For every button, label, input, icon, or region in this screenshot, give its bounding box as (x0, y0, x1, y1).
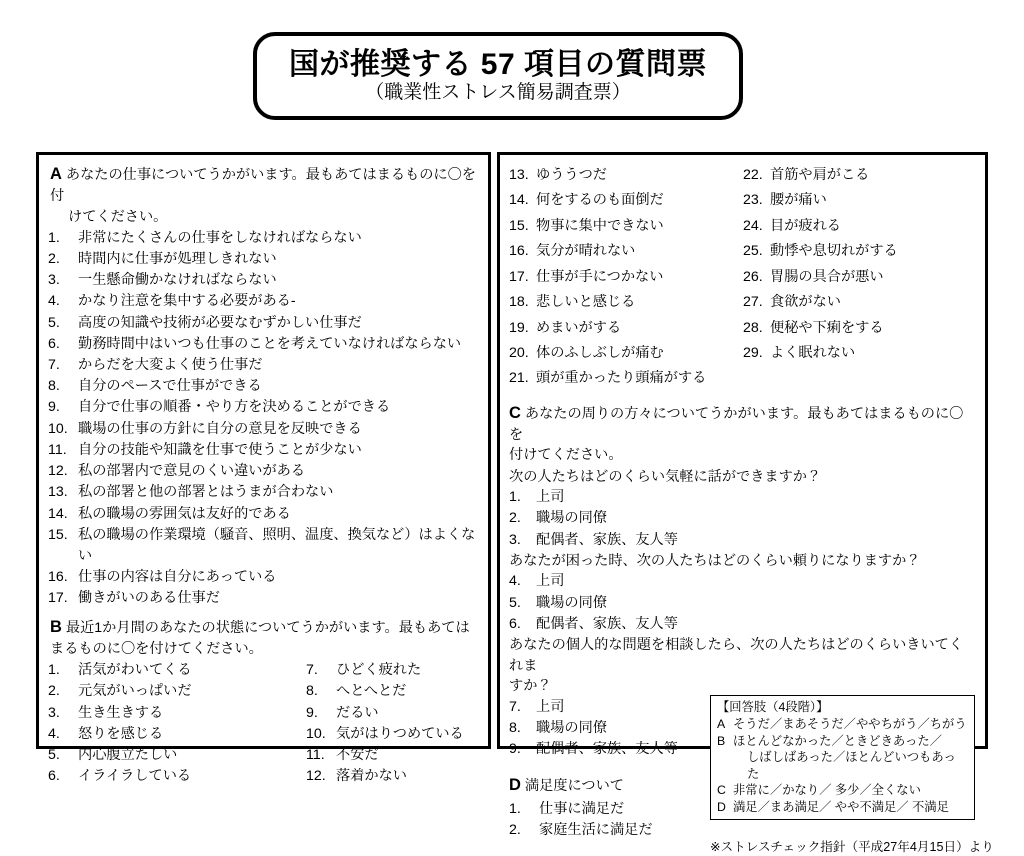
item-text: 勤務時間中はいつも仕事のことを考えていなければならない (78, 335, 462, 352)
list-item[interactable] (509, 239, 737, 264)
list-item[interactable] (509, 820, 976, 841)
list-item[interactable] (48, 440, 479, 461)
item-text: 首筋や肩がこる (770, 167, 870, 183)
section-a-heading-line1: あなたの仕事についてうかがいます。最もあてはまるものに〇を付 (50, 167, 476, 205)
item-text: 私の職場の雰囲気は友好的である (78, 505, 291, 522)
item-number: 11. (48, 441, 67, 458)
item-text: 生き生きする (78, 704, 164, 721)
list-item[interactable] (743, 341, 976, 366)
item-number: 7. (509, 698, 521, 715)
item-text: イライラしている (78, 768, 192, 785)
section-b-column-3 (509, 163, 737, 392)
list-item[interactable] (48, 419, 479, 440)
list-item[interactable] (48, 588, 479, 609)
list-item[interactable] (743, 290, 976, 315)
item-number: 7. (306, 662, 318, 679)
item-number: 14. (48, 505, 68, 522)
section-b-continued-columns (509, 163, 976, 392)
list-item[interactable] (509, 508, 976, 529)
item-text: だるい (336, 704, 379, 721)
list-item[interactable] (48, 745, 300, 766)
item-number: 7. (48, 357, 60, 374)
item-text: 悲しいと感じる (536, 294, 636, 311)
item-number: 10. (48, 420, 68, 437)
item-text: 気分が晴れない (536, 243, 636, 260)
list-item[interactable] (48, 313, 479, 334)
list-item[interactable] (509, 265, 737, 290)
item-number: 26. (743, 268, 763, 285)
item-text: 職場の同僚 (536, 594, 607, 611)
section-a-letter: A (50, 165, 62, 183)
item-text: 気がはりつめている (336, 725, 464, 742)
legend-row-c (717, 782, 968, 799)
list-item[interactable] (306, 766, 479, 787)
item-text: かなり注意を集中する必要がある- (78, 293, 296, 310)
list-item[interactable] (306, 660, 479, 681)
list-item[interactable] (509, 593, 976, 614)
list-item[interactable] (48, 376, 479, 397)
section-c-heading-line2: 付けてください。 (509, 447, 623, 464)
list-item[interactable] (48, 355, 479, 376)
item-text: 怒りを感じる (78, 725, 164, 742)
item-number: 1. (48, 229, 60, 246)
item-number: 20. (509, 344, 529, 361)
legend-row-a (717, 716, 968, 733)
item-text: 上司 (536, 573, 565, 590)
section-c-heading (509, 402, 976, 466)
item-number: 24. (743, 217, 763, 234)
item-number: 13. (48, 484, 68, 501)
section-c-item-list-1 (509, 487, 976, 551)
item-text: 物事に集中できない (536, 217, 664, 234)
item-text: 上司 (536, 698, 565, 715)
item-number: 5. (48, 314, 60, 331)
list-item[interactable] (509, 214, 737, 239)
list-item[interactable] (48, 567, 479, 588)
list-item[interactable] (743, 265, 976, 290)
item-number: 25. (743, 243, 763, 260)
item-text: 職場の仕事の方針に自分の意見を反映できる (78, 420, 362, 437)
item-number: 3. (48, 704, 60, 721)
section-b-column-1 (48, 660, 300, 787)
section-a-heading-line2: けてください。 (68, 208, 168, 225)
item-text: めまいがする (536, 319, 622, 336)
item-number: 12. (48, 463, 68, 480)
legend-row-b-continuation: しばしばあった／ほとんどいつもあった (747, 750, 956, 781)
section-c-subquestion-3-line1: あなたの個人的な問題を相談したら、次の人たちはどのくらいきいてくれま (509, 637, 964, 674)
answer-options-legend (710, 695, 975, 820)
item-number: 17. (48, 590, 68, 607)
item-text: 一生懸命働かなければならない (78, 272, 277, 289)
item-text: 働きがいのある仕事だ (78, 590, 220, 607)
item-text: 頭が重かったり頭痛がする (536, 370, 707, 387)
list-item[interactable] (509, 163, 737, 188)
source-footnote: ※ストレスチェック指針（平成27年4月15日）より (710, 840, 994, 855)
item-number: 22. (743, 167, 763, 183)
section-b-item-list-2 (306, 660, 479, 787)
item-number: 9. (48, 399, 60, 416)
item-number: 16. (48, 569, 68, 586)
item-text: 配偶者、家族、友人等 (536, 741, 678, 758)
item-text: 私の部署内で意見のくい違いがある (78, 463, 306, 480)
item-number: 3. (48, 272, 60, 289)
list-item[interactable] (509, 487, 976, 508)
item-text: 職場の同僚 (536, 720, 607, 737)
list-item[interactable] (48, 270, 479, 291)
item-number: 5. (509, 594, 521, 611)
item-text: 私の職場の作業環境（騒音、照明、温度、換気など）はよくない (78, 526, 476, 565)
list-item[interactable] (509, 341, 737, 366)
item-text: 自分のペースで仕事ができる (78, 378, 262, 395)
item-number: 6. (48, 768, 60, 785)
item-text: 食欲がない (770, 294, 841, 311)
item-text: 腰が痛い (770, 192, 827, 209)
item-number: 5. (48, 747, 60, 764)
legend-key: D (717, 799, 726, 814)
item-text: 私の部署と他の部署とはうまが合わない (78, 484, 334, 501)
item-number: 15. (509, 217, 529, 234)
list-item[interactable] (48, 461, 479, 482)
item-number: 2. (509, 510, 521, 527)
item-number: 1. (509, 489, 521, 506)
list-item[interactable] (306, 724, 479, 745)
section-c-item-list-2 (509, 571, 976, 635)
item-text: 胃腸の具合が悪い (770, 268, 884, 285)
item-number: 14. (509, 192, 529, 209)
section-b-item-list-4 (743, 163, 976, 366)
item-number: 13. (509, 167, 529, 183)
list-item[interactable] (743, 188, 976, 213)
section-b-column-2 (300, 660, 479, 787)
list-item[interactable] (48, 249, 479, 270)
item-number: 8. (306, 683, 318, 700)
section-b-item-list-3 (509, 163, 737, 392)
item-number: 9. (509, 741, 521, 758)
legend-key: B (717, 733, 726, 748)
list-item[interactable] (48, 766, 300, 787)
section-b-letter: B (50, 617, 62, 636)
item-number: 18. (509, 294, 529, 311)
legend-value: そうだ／まあそうだ／ややちがう／ちがう (733, 716, 967, 731)
legend-row-b (717, 733, 968, 750)
item-text: 高度の知識や技術が必要なむずかしい仕事だ (78, 314, 362, 331)
list-item[interactable] (509, 188, 737, 213)
item-text: 便秘や下痢をする (770, 319, 884, 336)
item-number: 6. (48, 335, 60, 352)
list-item[interactable] (306, 681, 479, 702)
list-item[interactable] (48, 703, 300, 724)
legend-row-d (717, 799, 968, 816)
legend-key: C (717, 783, 726, 798)
list-item[interactable] (509, 290, 737, 315)
item-number: 2. (509, 822, 521, 839)
item-number: 10. (306, 725, 326, 742)
section-b-heading-line1: 最近1か月間のあなたの状態についてうかがいます。最もあては (65, 619, 470, 636)
item-text: ゆううつだ (536, 167, 607, 183)
section-c-subquestion-1: 次の人たちはどのくらい気軽に話ができますか？ (509, 468, 822, 485)
list-item[interactable] (743, 316, 976, 341)
list-item[interactable] (48, 724, 300, 745)
section-b-columns (48, 660, 479, 787)
item-text: 内心腹立たしい (78, 747, 178, 764)
item-text: よく眠れない (770, 344, 856, 361)
item-text: 元気がいっぱいだ (78, 683, 192, 700)
list-item[interactable] (48, 228, 479, 249)
item-text: 目が疲れる (770, 217, 841, 234)
item-text: 職場の同僚 (536, 510, 607, 527)
legend-value: 非常に／かなり／ 多少／全くない (733, 783, 921, 798)
item-text: からだを大変よく使う仕事だ (78, 357, 263, 374)
list-item[interactable] (48, 525, 479, 567)
section-d-heading-text: 満足度について (524, 778, 624, 795)
item-number: 29. (743, 344, 763, 361)
list-item[interactable] (306, 703, 479, 724)
item-number: 1. (48, 662, 60, 679)
section-c-letter: C (509, 403, 521, 422)
item-number: 8. (509, 720, 521, 737)
section-c-heading-line1: あなたの周りの方々についてうかがいます。最もあてはまるものに〇を (509, 405, 964, 444)
legend-key: A (717, 716, 726, 731)
item-number: 23. (743, 192, 763, 209)
item-number: 1. (509, 800, 521, 817)
item-text: 配偶者、家族、友人等 (536, 531, 678, 548)
item-text: 動悸や息切れがする (770, 243, 898, 260)
item-number: 27. (743, 294, 763, 311)
section-a-heading (48, 163, 479, 227)
item-text: 自分で仕事の順番・やり方を決めることができる (78, 399, 391, 416)
item-number: 17. (509, 268, 529, 285)
page-subtitle: （職業性ストレス簡易調査票） (365, 82, 631, 104)
document-title-box (253, 32, 743, 120)
item-text: 配偶者、家族、友人等 (536, 615, 678, 632)
item-text: 家庭生活に満足だ (539, 822, 653, 839)
list-item[interactable] (48, 334, 479, 355)
section-b-column-4 (737, 163, 976, 392)
list-item[interactable] (306, 745, 479, 766)
item-text: 時間内に仕事が処理しきれない (78, 250, 277, 267)
list-item[interactable] (743, 214, 976, 239)
legend-value: 満足／まあ満足／ やや不満足／ 不満足 (733, 799, 949, 814)
item-text: 非常にたくさんの仕事をしなければならない (78, 229, 362, 246)
item-number: 28. (743, 319, 763, 336)
list-item[interactable] (509, 316, 737, 341)
item-text: 仕事に満足だ (539, 800, 625, 817)
item-number: 3. (509, 531, 521, 548)
item-number: 2. (48, 250, 60, 267)
item-text: 体のふしぶしが痛む (536, 344, 664, 361)
item-text: 自分の技能や知識を仕事で使うことが少ない (78, 441, 362, 458)
item-number: 9. (306, 704, 318, 721)
list-item[interactable] (509, 366, 737, 391)
section-c-subquestion-2: あなたが困った時、次の人たちはどのくらい頼りになりますか？ (509, 552, 921, 569)
item-number: 12. (306, 768, 326, 785)
legend-title: 【回答肢（4段階）】 (717, 700, 829, 715)
list-item[interactable] (509, 530, 976, 551)
list-item[interactable] (48, 291, 479, 312)
item-number: 8. (48, 378, 60, 395)
section-b-item-list-1 (48, 660, 300, 787)
section-d-letter: D (509, 776, 521, 795)
list-item[interactable] (48, 681, 300, 702)
item-number: 6. (509, 615, 521, 632)
list-item[interactable] (48, 397, 479, 418)
item-number: 21. (509, 370, 529, 387)
list-item[interactable] (48, 504, 479, 525)
item-number: 4. (48, 293, 60, 310)
list-item[interactable] (509, 614, 976, 635)
list-item[interactable] (743, 163, 976, 188)
item-number: 2. (48, 683, 60, 700)
item-number: 4. (509, 573, 521, 590)
section-a-item-list (48, 228, 479, 610)
item-number: 11. (306, 747, 325, 764)
item-text: 落着かない (336, 768, 407, 785)
item-text: 仕事が手につかない (536, 268, 664, 285)
section-b-heading-line2: まるものに〇を付けてください。 (50, 641, 263, 658)
list-item[interactable] (48, 482, 479, 503)
item-text: へとへとだ (336, 683, 407, 700)
legend-value: ほとんどなかった／ときどきあった／ (733, 733, 942, 748)
item-number: 15. (48, 526, 68, 543)
item-number: 4. (48, 725, 60, 742)
right-panel (497, 152, 994, 855)
item-number: 19. (509, 319, 529, 336)
item-text: ひどく疲れた (336, 662, 422, 679)
page-title: 国が推奨する 57 項目の質問票 (288, 48, 708, 82)
section-c-subquestion-3-line2: すか？ (509, 678, 552, 695)
section-b-heading (48, 616, 479, 660)
list-item[interactable] (743, 239, 976, 264)
item-number: 16. (509, 243, 529, 260)
list-item[interactable] (48, 660, 300, 681)
left-panel (36, 152, 491, 785)
list-item[interactable] (509, 571, 976, 592)
item-text: 活気がわいてくる (78, 662, 192, 679)
item-text: 不安だ (336, 747, 379, 764)
item-text: 何をするのも面倒だ (536, 192, 664, 209)
item-text: 仕事の内容は自分にあっている (78, 569, 277, 586)
item-text: 上司 (536, 489, 565, 506)
